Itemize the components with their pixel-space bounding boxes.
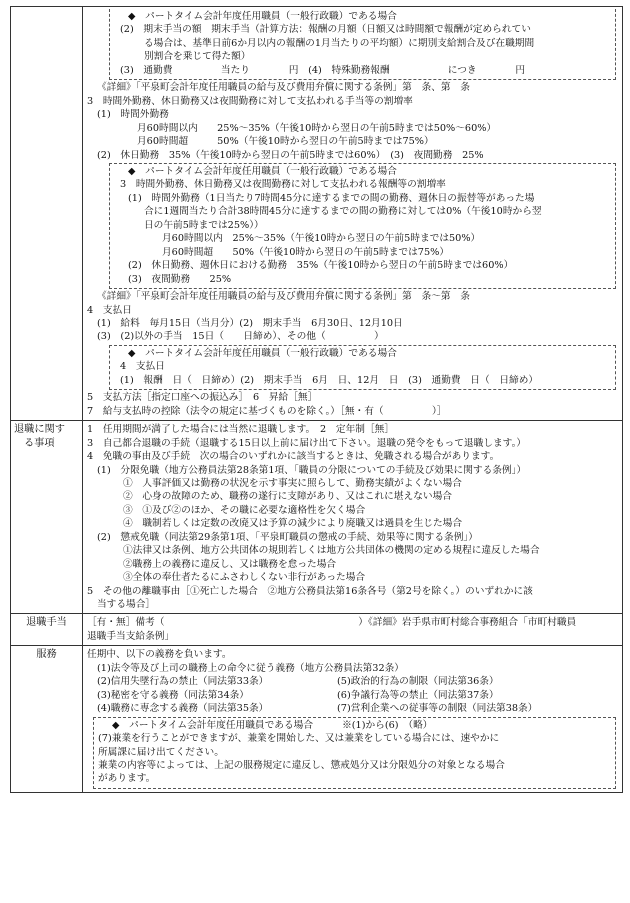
box-line: (1) 時間外勤務（1日当たり7時間45分に達するまでの間の勤務、週休日の振替等があった場 (128, 192, 535, 204)
duty-item: (1)法令等及び上司の職務上の命令に従う義務（地方公務員法第32条） (97, 662, 404, 674)
box-line: (3) 夜間勤務 25% (128, 273, 232, 285)
retirement-line: 1 任用期間が満了した場合には当然に退職します。 2 定年制［無］ (87, 424, 395, 436)
payment-method: 5 支払方法［指定口座への振込み］ 6 昇給［無］ (87, 392, 318, 404)
duty-item: (2)信用失墜行為の禁止（同法第33条） (97, 676, 269, 688)
duty-item: (7)営利企業への従事等の制限（同法第38条） (337, 703, 538, 715)
allowance-line: ［有・無］備考（ ）《詳細》岩手県市町村総合事務組合「市町村職員 (87, 617, 577, 629)
retirement-line: ④ 職制若しくは定数の改廃又は予算の減少により廃職又は過員を生じた場合 (123, 518, 463, 530)
retirement-line: 4 免職の事由及び手続 次の場合のいずれかに該当するときは、免職される場合があります。 (87, 451, 500, 463)
retirement-line: ③全体の奉仕者たるにふさわしくない非行があった場合 (123, 572, 366, 584)
part-time-box-bonus (109, 9, 616, 80)
duty-item: (4)職務に専念する義務（同法第35条） (97, 703, 269, 715)
box-line: 3 時間外勤務、休日勤務又は夜間勤務に対して支払われる報酬等の割増率 (120, 179, 446, 191)
service-label: 服務 (11, 646, 83, 793)
wage-row (11, 7, 623, 421)
retirement-line: 当する場合］ (97, 599, 156, 611)
box-line: 所属課に届け出てください。 (98, 746, 224, 758)
retirement-line: ① 人事評価又は勤務の状況を示す事実に照らして、勤務実績がよくない場合 (123, 477, 462, 489)
box-line: (7)兼業を行うことができますが、兼業を開始した、又は兼業をしている場合には、速やかに (98, 733, 500, 745)
duty-item: (6)争議行為等の禁止（同法第37条） (337, 689, 499, 701)
overtime-rate: 月60時間超 50%（午後10時から翌日の午前5時までは75%） (137, 136, 434, 148)
allowance-label: 退職手当 (11, 614, 83, 646)
payday-line: (3) (2)以外の手当 15日（ 日締め）、その他（ ） (97, 331, 384, 343)
service-row (11, 646, 623, 793)
retirement-line: 5 その他の離職事由［①死亡した場合 ②地方公務員法第16条各号（第2号を除く。）のいずれかに該 (87, 585, 533, 597)
box-line: 月60時間超 50%（午後10時から翌日の午前5時までは75%） (162, 246, 450, 258)
box-line: 兼業の内容等によっては、上記の服務規定に違反し、懲戒処分又は分限処分の対象となる場合 (98, 760, 505, 772)
retirement-line: ② 心身の故障のため、職務の遂行に支障があり、又はこれに堪えない場合 (123, 491, 452, 503)
box-line: 合に1週間当たり合計38時間45分に達するまでの間の勤務に対しては0%（午後10時から翌 (144, 206, 542, 218)
service-line: 任期中、以下の義務を負います。 (87, 649, 232, 661)
retirement-line: ②職務上の義務に違反し、又は職務を怠った場合 (123, 558, 337, 570)
part-time-box-service (93, 717, 616, 789)
payday-title: 4 支払日 (87, 304, 132, 316)
retirement-line: (2) 懲戒免職（同法第29条第1項、「平泉町職員の懲戒の手続、効果等に関する条例」） (97, 531, 478, 543)
allowance-content-cell (83, 614, 623, 646)
part-time-box-overtime (109, 163, 616, 289)
overtime-title: 3 時間外勤務、休日勤務又は夜間勤務に対して支払われる手当等の割増率 (87, 95, 413, 107)
bonus-line: る場合は、基準日前6か月以内の報酬の1月当たりの平均額）に期別支給割合及び在職期間 (144, 37, 535, 49)
bonus-line: (2) 期末手当の額 期末手当（計算方法：報酬の月額（日額又は時間額で報酬が定められてい (120, 24, 531, 36)
allowance-line: 退職手当支給条例」 (87, 630, 175, 642)
wage-label-cell (11, 7, 83, 421)
box-heading: ◆ パートタイム会計年度任用職員（一般行政職）である場合 (128, 347, 397, 359)
box-line: 日の午前5時までは25%）） (144, 219, 264, 231)
box-line: 4 支払日 (120, 361, 165, 373)
holiday-night-rate: (2) 休日勤務 35%（午後10時から翌日の午前5時までは60%） (3) 夜間勤務 25% (97, 149, 484, 161)
duty-pair (87, 675, 618, 688)
service-content-cell (83, 646, 623, 793)
box-line: 月60時間以内 25%～35%（午後10時から翌日の午前5時までは50%） (162, 233, 481, 245)
retirement-label: 退職に関す (14, 424, 65, 436)
duty-pair (87, 702, 618, 715)
duty-item: (5)政治的行為の制限（同法第36条） (337, 676, 499, 688)
duty-item: (3)秘密を守る義務（同法第34条） (97, 689, 249, 701)
overtime-sub: (1) 時間外勤務 (97, 109, 169, 121)
detail-reference: 《詳細》「平泉町会計年度任用職員の給与及び費用弁償に関する条例」第 条～第 条 (97, 291, 470, 303)
retirement-label-cell (11, 421, 83, 614)
retirement-content-cell (83, 421, 623, 614)
box-line: (2) 休日勤務、週休日における勤務 35%（午後10時から翌日の午前5時までは60%） (128, 260, 514, 272)
wage-content-cell (83, 7, 623, 421)
retirement-line: 3 自己都合退職の手続（退職する15日以上前に届け出て下さい。退職の発令をもって退職します。） (87, 437, 527, 449)
part-time-box-payday (109, 345, 616, 390)
box-heading: ◆ パートタイム会計年度任用職員（一般行政職）である場合 (128, 165, 397, 177)
deduction-line: 7 給与支払時の控除（法令の規定に基づくものを除く。）［無・有（ ）］ (87, 405, 447, 417)
box-line: があります。 (98, 773, 156, 785)
retirement-label: る事項 (24, 437, 55, 449)
duty-pair (87, 689, 618, 702)
bonus-line: 別割合を乗じて得た額） (144, 51, 251, 63)
retirement-line: ③ ①及び②のほか、その職に必要な適格性を欠く場合 (123, 504, 366, 516)
overtime-rate: 月60時間以内 25%～35%（午後10時から翌日の午前5時までは50%～60%） (137, 122, 497, 134)
retirement-line: (1) 分限免職（地方公務員法第28条第1項、「職員の分限についての手続及び効果に関する条例」） (97, 464, 527, 476)
retirement-allowance-row (11, 614, 623, 646)
retirement-line: ①法律又は条例、地方公共団体の規則若しくは地方公共団体の機関の定める規程に違反した場合 (123, 545, 540, 557)
box-heading: ◆ パートタイム会計年度任用職員である場合 ※(1)から(6) （略） (112, 719, 433, 731)
commute-special-line: (3) 通勤費 当たり 円 (4) 特殊勤務報酬 につき 円 (120, 64, 526, 76)
employment-conditions-table (10, 6, 623, 793)
retirement-row (11, 421, 623, 614)
detail-reference: 《詳細》「平泉町会計年度任用職員の給与及び費用弁償に関する条例」第 条、第 条 (97, 82, 470, 94)
box-heading: ◆ パートタイム会計年度任用職員（一般行政職）である場合 (128, 11, 397, 22)
box-line: (1) 報酬 日（ 日締め）(2) 期末手当 6月 日、12月 日 (3) 通勤費 日（ 日締め） (120, 374, 539, 386)
payday-line: (1) 給料 毎月15日（当月分）(2) 期末手当 6月30日、12月10日 (97, 317, 403, 329)
